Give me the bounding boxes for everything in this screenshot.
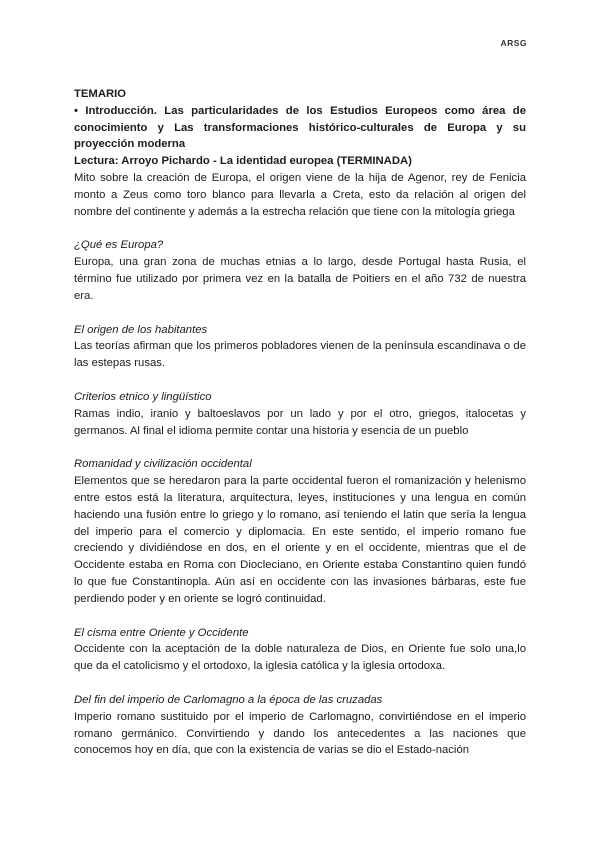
reading-reference: Lectura: Arroyo Pichardo - La identidad europea (TERMINADA): [74, 155, 412, 168]
temario-title: TEMARIO: [74, 88, 127, 100]
section-heading: Romanidad y civilización occidental: [74, 458, 252, 471]
section-carlomagno: [74, 692, 526, 759]
author-initials: ARSG: [500, 38, 527, 48]
section-body: Ramas indio, iranio y baltoeslavos por un lado y por el otro, griegos, italocetas y germanos. Al final el idioma permite contar una historia y esencia de un pueblo: [74, 407, 526, 437]
section-que-es-europa: [74, 237, 526, 304]
section-cisma: [74, 625, 526, 675]
document-content: [74, 86, 526, 759]
section-heading: El origen de los habitantes: [74, 323, 208, 336]
section-heading: Del fin del imperio de Carlomagno a la época de las cruzadas: [74, 693, 383, 706]
temario-bullet-text: Introducción. Las particularidades de los Estudios Europeos como área de conocimiento y Las transformaciones histórico-culturales de Europa y su proyección moderna: [74, 104, 526, 151]
section-criterios: [74, 389, 526, 439]
intro-paragraph: Mito sobre la creación de Europa, el origen viene de la hija de Agenor, rey de Fenicia monto a Zeus como toro blanco para llevarla a Creta, esto da relación al origen del nombre del continente y además a la estrecha relación que tiene con la mitología griega: [74, 171, 526, 218]
section-body: Occidente con la aceptación de la doble naturaleza de Dios, en Oriente fue solo una,lo que da el catolicismo y el ortodoxo, la iglesia católica y la iglesia ortodoxa.: [74, 643, 526, 673]
section-body: Las teorías afirman que los primeros pobladores vienen de la península escandinava o de las estepas rusas.: [74, 340, 526, 370]
bullet-icon: •: [74, 104, 78, 117]
section-body: Elementos que se heredaron para la parte occidental fueron el romanización y helenismo entre estos está la literatura, arquitectura, leyes, instituciones y una lengua en común haciendo una fusión entre lo griego y lo romano, así teniendo el latin que sería la lengua del imperio para el comercio y diplomacia. En este sentido, el imperio romano fue creciendo y dividiéndose en dos, en el oriente y en el occidente, mientras que el de Occidente estaba en Roma con Diocleciano, en Oriente estaba Constantino quien fundó lo que fue Constantinopla. Aún así en occidente con las invasiones bárbaras, este fue perdiendo poder y en oriente se logró continuidad.: [74, 475, 526, 605]
section-body: Europa, una gran zona de muchas etnias a lo largo, desde Portugal hasta Rusia, el término fue utilizado por primera vez en la batalla de Poitiers en el año 732 de nuestra era.: [74, 256, 526, 302]
section-body: Imperio romano sustituido por el imperio de Carlomagno, convirtiéndose en el imperio romano germánico. Convirtiendo y dando los antecedentes a las naciones que conocemos hoy en día, que con la existencia de varias se dio el Estado-nación: [74, 710, 526, 757]
temario-bullet-item: [74, 103, 526, 153]
section-heading: ¿Qué es Europa?: [74, 239, 164, 252]
section-origen-habitantes: [74, 322, 526, 372]
section-heading: El cisma entre Oriente y Occidente: [74, 626, 249, 639]
section-heading: Criterios etnico y lingüístico: [74, 390, 212, 403]
section-romanidad: [74, 456, 526, 607]
